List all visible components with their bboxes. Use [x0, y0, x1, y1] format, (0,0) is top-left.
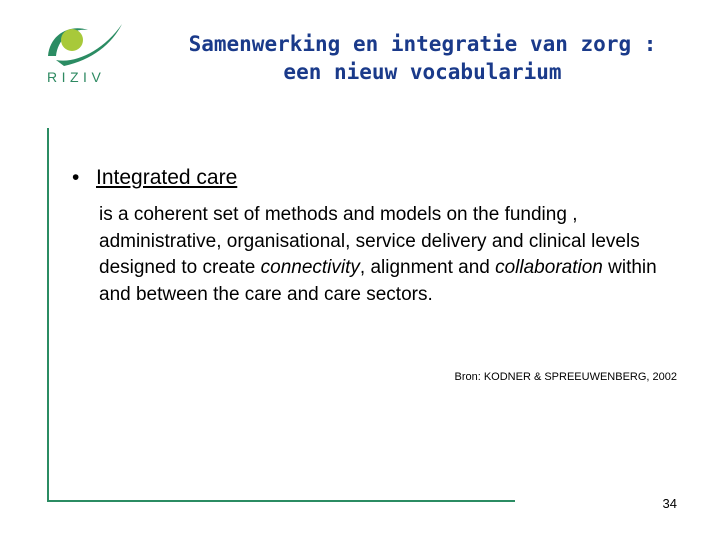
vertical-divider [47, 128, 49, 502]
definition-part-1: is a coherent set of methods and models on the funding , administrative, organisational, service delivery and clinical levels designed to create [99, 204, 640, 278]
title-line-2: een nieuw vocabularium [283, 60, 562, 84]
logo-text: RIZIV [47, 69, 106, 85]
term-connectivity: connectivity [260, 257, 360, 278]
definition-part-3: within and between the care and care sectors. [99, 257, 657, 305]
bullet-label: Integrated care [96, 166, 238, 189]
slide-title [150, 30, 695, 86]
title-line-1: Samenwerking en integratie van zorg : [188, 32, 657, 56]
bullet-dot: • [72, 166, 80, 189]
page-number: 34 [662, 496, 677, 511]
riziv-logo-mark [42, 20, 128, 70]
definition-part-2: , alignment and [359, 257, 496, 278]
term-collaboration: collaboration [495, 257, 603, 278]
horizontal-divider [47, 500, 515, 502]
definition-text [99, 202, 689, 308]
bullet-item [72, 166, 237, 190]
source-citation: Bron: KODNER & SPREEUWENBERG, 2002 [454, 371, 677, 383]
